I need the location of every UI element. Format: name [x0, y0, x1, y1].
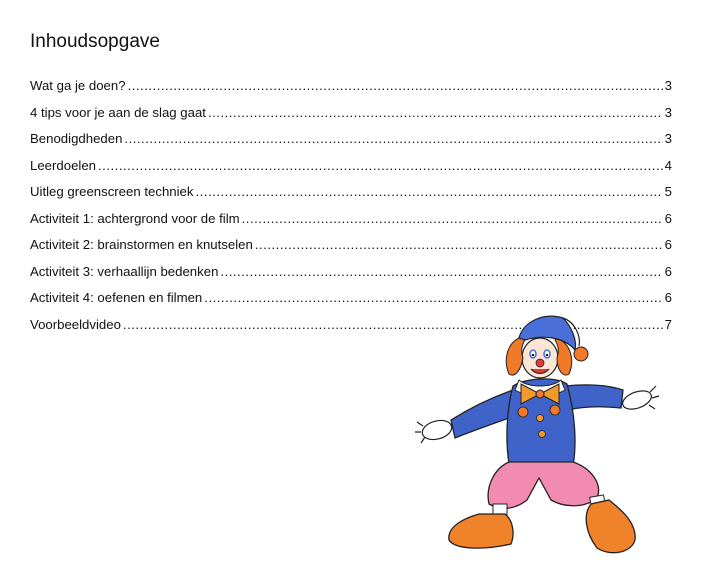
toc-entry-label: Voorbeeldvideo [30, 316, 121, 332]
toc-page-number: 6 [664, 210, 672, 226]
toc-page-number: 3 [664, 131, 672, 146]
toc-dot-leader [220, 264, 662, 279]
left-sleeve [451, 390, 515, 438]
page-title: Inhoudsopgave [30, 31, 160, 52]
toc-entry-label: Uitleg greenscreen techniek [30, 184, 194, 199]
left-shoe-icon [449, 514, 513, 548]
toc-entry-label: Activiteit 3: verhaallijn bedenken [30, 263, 219, 279]
toc-entry-label: Activiteit 2: brainstormen en knutselen [30, 237, 253, 252]
toc-page-number: 3 [664, 104, 672, 120]
toc-dot-leader [98, 158, 663, 173]
toc-dot-leader [242, 211, 663, 226]
right-sleeve [565, 385, 623, 410]
toc-page-number: 7 [664, 316, 672, 332]
toc-entry-label: Activiteit 4: oefenen en filmen [30, 290, 203, 305]
toc-dot-leader [128, 78, 663, 93]
pants [488, 462, 598, 508]
toc-entry-label: Benodigdheden [30, 131, 123, 146]
right-shoe-icon [586, 500, 635, 553]
toc-entry[interactable] [30, 105, 672, 132]
toc-entry-label: Leerdoelen [30, 157, 96, 173]
toc-entry[interactable] [30, 211, 672, 238]
toc-dot-leader [124, 131, 662, 146]
clown-nose-icon [536, 359, 544, 367]
right-glove-icon [620, 386, 659, 413]
toc-entry-label: Activiteit 1: achtergrond voor de film [30, 210, 240, 226]
toc-entry[interactable] [30, 131, 672, 158]
toc-dot-leader [208, 105, 663, 120]
toc-entry[interactable] [30, 264, 672, 291]
toc-page-number: 6 [664, 237, 672, 252]
hat-pompom-icon [574, 347, 588, 361]
toc-entry[interactable] [30, 237, 672, 264]
toc-page-number: 3 [664, 78, 672, 93]
toc-dot-leader [195, 184, 662, 199]
toc-page-number: 6 [664, 263, 672, 279]
toc-page-number: 6 [664, 290, 672, 305]
toc-page-number: 5 [664, 184, 672, 199]
table-of-contents [30, 78, 672, 343]
toc-entry[interactable] [30, 158, 672, 185]
toc-entry[interactable] [30, 78, 672, 105]
clown-illustration [415, 308, 660, 570]
toc-entry-label: 4 tips voor je aan de slag gaat [30, 104, 206, 120]
toc-dot-leader [255, 237, 663, 252]
left-glove-icon [415, 417, 454, 443]
toc-entry[interactable] [30, 184, 672, 211]
toc-dot-leader [204, 290, 662, 305]
toc-entry-label: Wat ga je doen? [30, 78, 126, 93]
toc-page-number: 4 [664, 157, 672, 173]
clown-hair [506, 338, 525, 375]
